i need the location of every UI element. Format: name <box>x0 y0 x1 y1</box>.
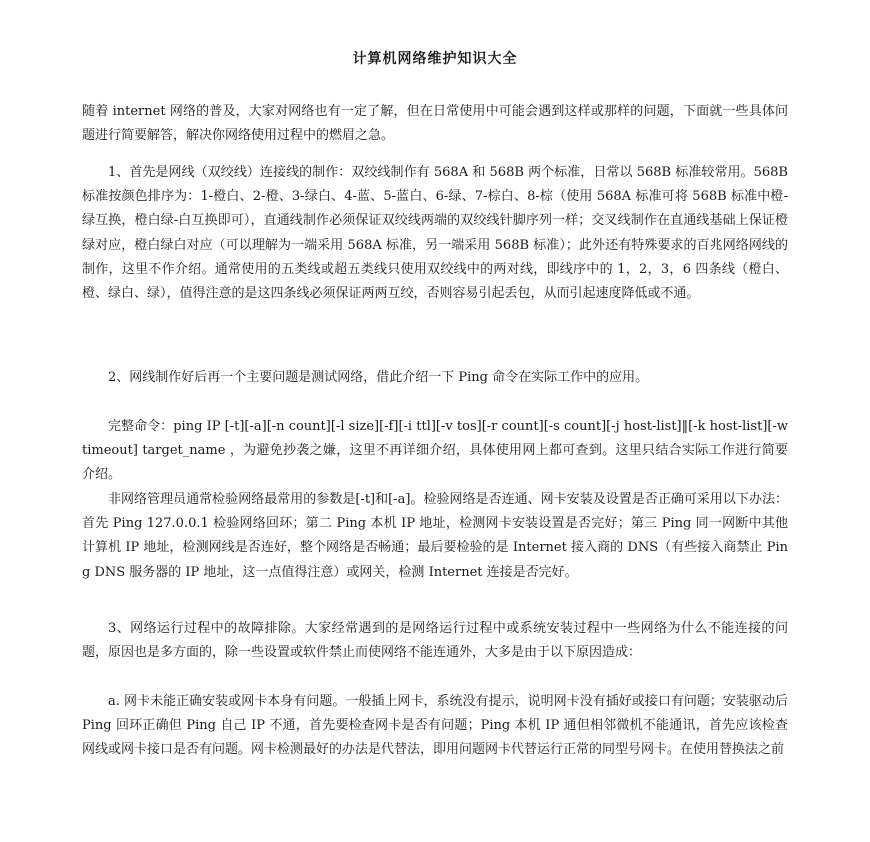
intro-paragraph: 随着 internet 网络的普及，大家对网络也有一定了解，但在日常使用中可能会遇到这样或那样的问题，下面就一些具体问题进行简要解答，解决你网络使用过程中的燃眉之急。 <box>82 104 788 144</box>
paragraph-nic-problem: a. 网卡未能正确安装或网卡本身有问题。一般插上网卡，系统没有提示，说明网卡没有插好或接口有问题；安装驱动后 Ping 回环正确但 Ping 自己 IP 不通，首先要检查网卡是否有问题；Ping 本机 IP 通但相邻微机不能通讯，首先应该检查网线或网卡接口是否有问题。网卡检测最好的办法是代替法，即用问题网卡代替运行正常的同型号网卡。在使用替换法之前 <box>82 694 788 758</box>
paragraph-troubleshooting: 3、网络运行过程中的故障排除。大家经常遇到的是网络运行过程中或系统安装过程中一些网络为什么不能连接的问题，原因也是多方面的，除一些设置或软件禁止而使网络不能连通外，大多是由于以下原因造成： <box>82 621 788 661</box>
paragraph-ping-command: 完整命令：ping IP [-t][-a][-n count][-l size][-f][-i ttl][-v tos][-r count][-s count][-j host-list]‖[-k host-list][-w timeout] target_name ，为避免抄袭之嫌，这里不再详细介绍，具体使用网上都可查到。这里只结合实际工作进行简要介绍。 <box>82 419 788 483</box>
document-title: 计算机网络维护知识大全 <box>352 51 518 67</box>
paragraph-cable-making: 1、首先是网线（双绞线）连接线的制作：双绞线制作有 568A 和 568B 两个标准，日常以 568B 标准较常用。568B 标准按颜色排序为：1-橙白、2-橙、3-绿白、4-蓝、5-蓝白、6-绿、7-棕白、8-棕（使用 568A 标准可将 568B 标准中橙-绿互换，橙白绿-白互换即可），直通线制作必须保证双绞线两端的双绞线针脚序列一样；交叉线制作在直通线基础上保证橙绿对应，橙白绿白对应（可以理解为一端采用 568A 标准，另一端采用 568B 标准）；此外还有特殊要求的百兆网络网线的制作，这里不作介绍。通常使用的五类线或超五类线只使用双绞线中的两对线，即线序中的 1，2，3，6 四条线（橙白、橙、绿白、绿），值得注意的是这四条线必须保证两两互绞，否则容易引起丢包，从而引起速度降低或不通。 <box>82 165 788 302</box>
paragraph-ping-check: 非网络管理员通常检验网络最常用的参数是[-t]和[-a]。检验网络是否连通、网卡安装及设置是否正确可采用以下办法：首先 Ping 127.0.0.1 检验网络回环；第二 Ping 本机 IP 地址，检测网卡安装设置是否完好；第三 Ping 同一网断中其他计算机 IP 地址，检测网线是否连好，整个网络是否畅通；最后要检验的是 Internet 接入商的 DNS（有些接入商禁止 Ping DNS 服务器的 IP 地址，这一点值得注意）或网关，检测 Internet 连接是否完好。 <box>82 492 788 580</box>
paragraph-network-test: 2、网线制作好后再一个主要问题是测试网络，借此介绍一下 Ping 命令在实际工作中的应用。 <box>108 370 649 385</box>
